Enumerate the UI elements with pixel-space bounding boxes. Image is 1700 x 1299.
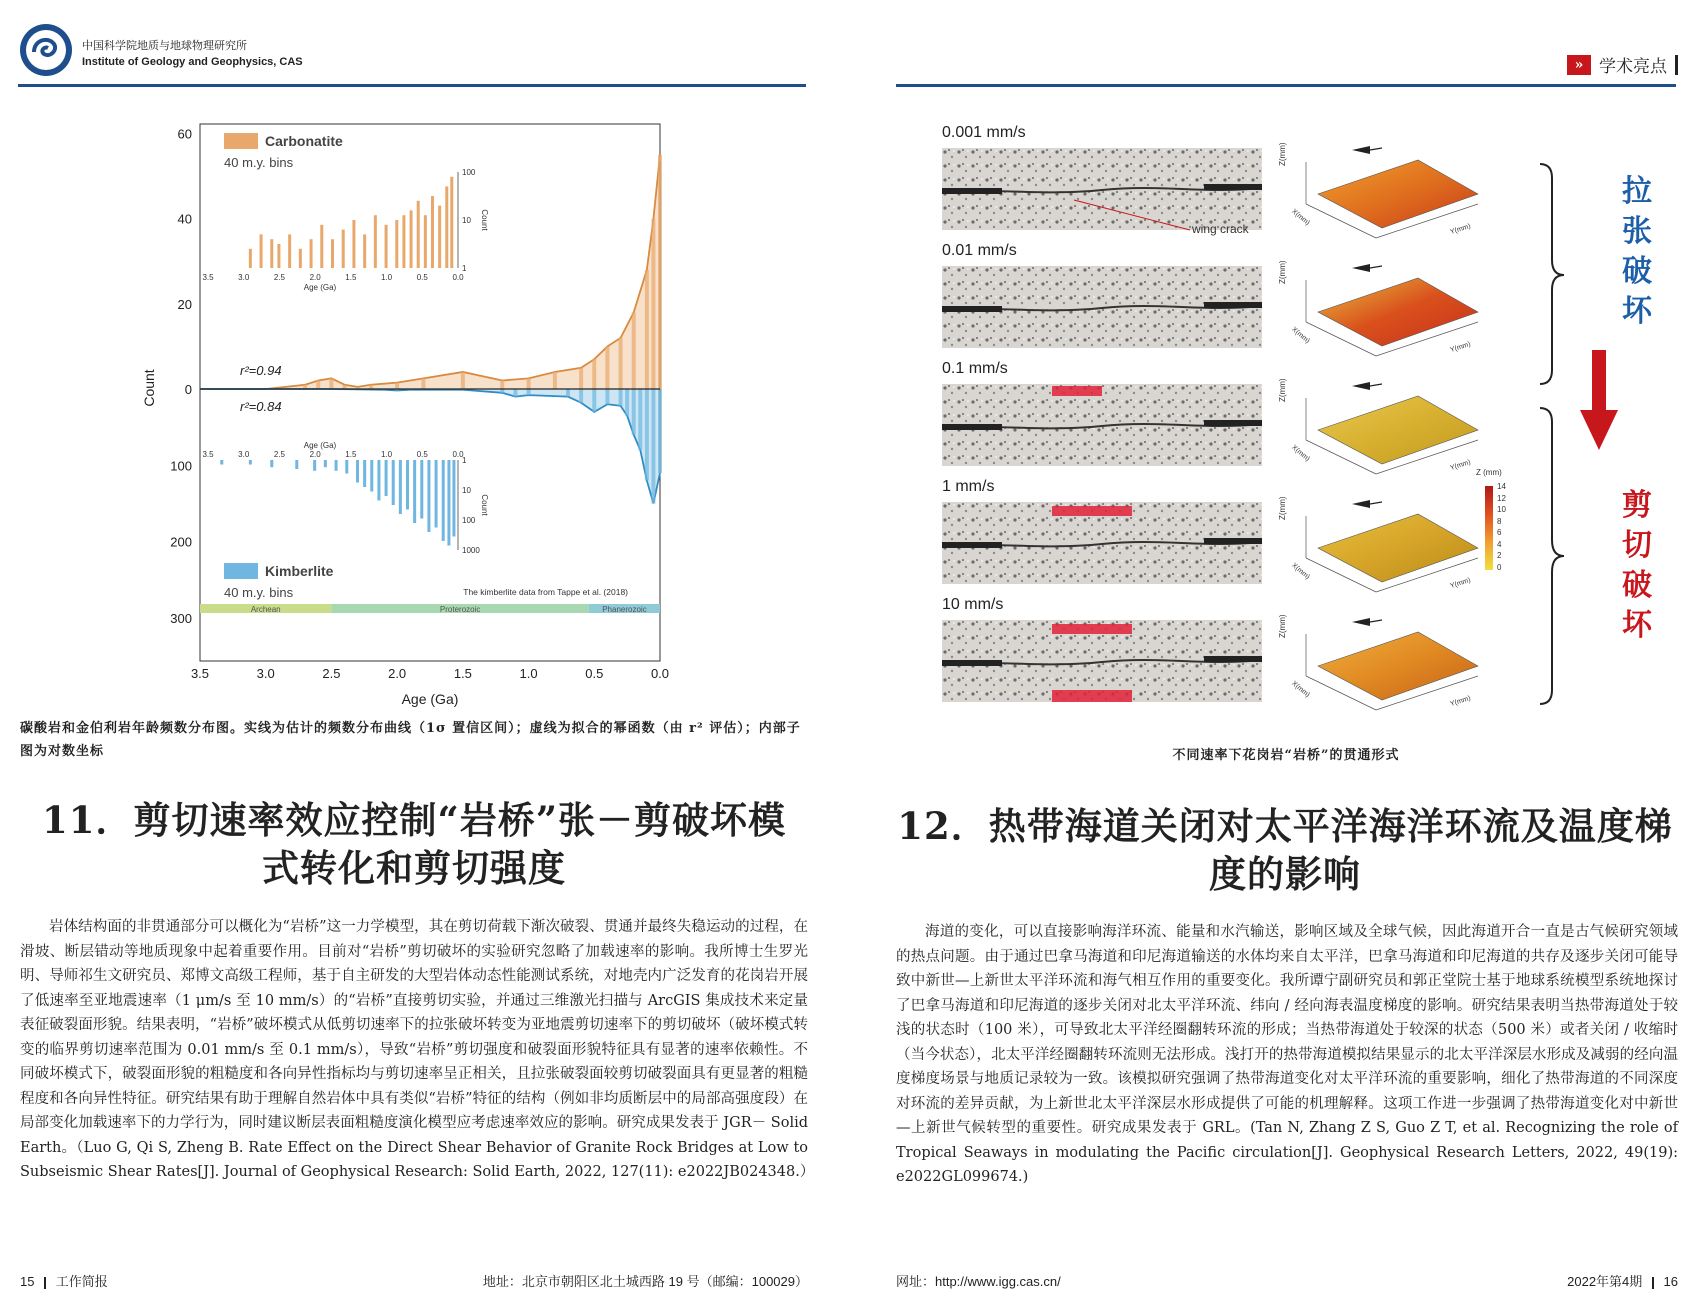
surface-z-axis-label: Z(mm)	[1278, 142, 1287, 166]
carbonatite-bin-bar	[316, 380, 320, 389]
colorbar-tick: 8	[1497, 516, 1502, 526]
carbonatite-bin-bar	[395, 383, 399, 389]
carbonatite-bin-bar	[619, 338, 623, 389]
inset-x-tick: 2.5	[273, 450, 285, 459]
inset-bar	[445, 186, 448, 268]
inset-y-label: Count	[480, 209, 489, 231]
y-tick-label: 300	[170, 610, 192, 626]
y-tick-label: 20	[177, 296, 192, 312]
era-label: Proterozoic	[439, 605, 481, 614]
cas-logo	[18, 22, 74, 78]
article-11-title	[14, 796, 814, 892]
kimberlite-bin-bar	[619, 389, 623, 406]
carbonatite-bin-bar	[645, 270, 649, 389]
article-11-body: 岩体结构面的非贯通部分可以概化为“岩桥”这一力学模型，其在剪切荷载下渐次破裂、贯通并最终失稳运动的过程，在滑坡、断层错动等地质现象中起着重要作用。目前对“岩桥”剪切破坏的实验研究忽略了加载速率的影响。我所博士生罗光明、导师祁生文研究员、郑博文高级工程师，基于自主研发的大型岩体动态性能测试系统，对地壳内广泛发育的花岗岩开展了低速率至亚地震速率（1 μm/s 至 10 mm/s）的“岩桥”直接剪切实验，并通过三维激光扫描与 ArcGIS 集成技术来定量表征破裂面形貌。结果表明，“岩桥”破坏模式从低剪切速率下的拉张破坏转变为亚地震剪切速率下的剪切破坏（破坏模式转变的临界剪切速率范围为 0.01 mm/s 至 0.1 mm/s），导致“岩桥”剪切强度和破裂面形貌特征具有显著的速率依赖性。不同破坏模式下，破裂面形貌的粗糙度和各向异性指标均与剪切速率呈正相关，且拉张破裂面较剪切破裂面具有更显著的粗糙程度和各向异性特征。研究结果有助于理解自然岩体中具有类似“岩桥”特征的结构（例如非均质断层中的局部高强度段）在局部变化加载速率下的力学行为，同时建议断层表面粗糙度演化模型应考虑速率效应的影响。研究成果发表于 JGR－ Solid Earth。（Luo G, Qi S, Zheng B. Rate Effect on the Direct Shear Behavior of Granite Rock Bridges at Low to Subseismic Shear Rates[J]. Journal of Geophysical Research: Solid Earth, 2022, 127(11): e2022JB024348.）	[20, 919, 815, 1180]
x-tick-label: 1.0	[519, 666, 538, 681]
inset-bar	[352, 220, 355, 268]
inset-bar	[392, 460, 395, 505]
carbonatite-bin-bar	[329, 378, 333, 389]
inset-x-tick: 3.5	[202, 450, 214, 459]
carbonatite-bin-bar	[658, 155, 662, 389]
inset-x-tick: 3.5	[202, 273, 214, 282]
kimberlite-bin-bar	[566, 389, 570, 397]
inset-bar	[374, 215, 377, 268]
surface-x-axis-label: X(mm)	[1290, 326, 1311, 345]
wing-crack-pointer	[1072, 196, 1192, 236]
inset-bar	[331, 239, 334, 268]
transition-arrow-icon	[1580, 410, 1618, 450]
mode-shear-label: 剪切破坏	[1622, 488, 1652, 643]
header-rule-right	[896, 84, 1676, 87]
shear-rate-label: 0.001 mm/s	[942, 124, 1026, 141]
footer-divider	[44, 1277, 46, 1289]
inset-bar	[450, 177, 453, 268]
transition-arrow-shaft	[1592, 350, 1606, 410]
carbonatite-r2: r²=0.94	[240, 363, 282, 378]
header-rule	[18, 84, 806, 87]
inset-bar	[335, 460, 338, 471]
surface-x-axis-label: X(mm)	[1290, 444, 1311, 463]
kimberlite-source-note: The kimberlite data from Tappe et al. (2018)	[463, 587, 628, 597]
geologic-eras-bar	[200, 604, 660, 614]
surface-x-axis-label: X(mm)	[1290, 562, 1311, 581]
carbonatite-bin-bar	[651, 219, 655, 389]
z-colorbar	[1485, 486, 1493, 570]
inset-bar	[417, 201, 420, 268]
inset-x-tick: 0.0	[452, 450, 464, 459]
y-tick-label: 200	[170, 534, 192, 550]
inset-bar	[249, 460, 252, 465]
right-page-number: 16	[1663, 1274, 1678, 1289]
surface-y-axis-label: Y(mm)	[1449, 222, 1472, 237]
y-axis-label: Count	[141, 369, 157, 407]
inset-x-tick: 1.5	[345, 273, 357, 282]
article-12-body: 海道的变化，可以直接影响海洋环流、能量和水汽输送，影响区域及全球气候，因此海道开合一直是古气候研究领域的热点问题。由于通过巴拿马海道和印尼海道输送的水体均来自太平洋，巴拿马海道和印尼海道的共存及逐步关闭可能导致中新世—上新世太平洋环流和海气相互作用的重要变化。我所谭宁副研究员和郭正堂院士基于地球系统模型系统地探讨了巴拿马海道和印尼海道的逐步关闭对北太平洋环流、纬向 / 经向海表温度梯度的影响。研究结果表明当热带海道处于较浅的状态时（100 米），可导致北太平洋经圈翻转环流的形成；当热带海道处于较深的状态（500 米）或者关闭 / 收缩时（当今状态），北太平洋经圈翻转环流则无法形成。浅打开的热带海道模拟结果显示的北太平洋深层水形成及减弱的经向温度梯度场景与地质记录较为一致。该模拟研究强调了热带海道变化对太平洋环流的重要影响，细化了热带海道的不同深度对环流的差异贡献，为上新世北太平洋深层水形成提供了可能的机理解释。这项工作进一步强调了热带海道变化对中新世—上新世气候转型的重要性。研究成果发表于 GRL。(Tan N, Zhang Z S, Guo Z T, et al. Recognizing the role of Tropical Seaways in modulating the Pacific circulation[J]. Geophysical Research Letters, 2022, 49(19): e2022GL099674.)	[896, 924, 1678, 1185]
article-11-title-line2: 式转化和剪切强度	[262, 846, 566, 890]
kimberlite-bin-bar	[632, 389, 636, 435]
carbonatite-bin-note: 40 m.y. bins	[224, 155, 294, 170]
x-tick-label: 3.5	[190, 666, 210, 681]
fracture-surface-3d-plot	[1278, 378, 1508, 490]
inset-x-tick: 0.0	[452, 273, 464, 282]
inset-y-tick: 10	[462, 486, 471, 495]
carbonatite-bin-bar	[461, 372, 465, 389]
carbonatite-bin-bar	[421, 378, 425, 389]
carbonatite-bin-bar	[369, 385, 373, 389]
right-footer-issue	[1567, 1271, 1678, 1290]
inset-bar	[442, 460, 445, 541]
kimberlite-r2: r²=0.84	[240, 399, 282, 414]
inset-y-tick: 1	[462, 456, 467, 465]
kimberlite-bin-bar	[625, 389, 629, 416]
carbonatite-bin-bar	[632, 312, 636, 389]
x-tick-label: 1.5	[453, 666, 472, 681]
double-chevron-icon: »	[1567, 55, 1591, 75]
kimberlite-legend-label: Kimberlite	[265, 563, 334, 579]
carbonatite-bin-bar	[527, 378, 531, 389]
article-11-title-line1: 11．剪切速率效应控制“岩桥”张－剪破坏模	[41, 798, 787, 842]
inset-bar	[260, 234, 263, 268]
inset-x-tick: 3.0	[238, 273, 250, 282]
institute-name	[82, 38, 303, 70]
inset-bar	[424, 215, 427, 268]
inset-x-tick: 0.5	[416, 450, 428, 459]
section-tag	[1567, 52, 1678, 77]
colorbar-tick: 6	[1497, 528, 1502, 537]
colorbar-tick: 4	[1497, 539, 1502, 549]
inset-bar	[447, 460, 450, 546]
surface-x-axis-label: X(mm)	[1290, 208, 1311, 227]
kimberlite-bin-note: 40 m.y. bins	[224, 585, 294, 600]
inset-bar	[420, 460, 423, 519]
left-footer-title: 工作简报	[55, 1274, 108, 1289]
inset-x-label: Age (Ga)	[303, 283, 337, 292]
carbonatite-bin-bar	[605, 346, 609, 389]
inset-bar	[313, 460, 316, 471]
inset-x-tick: 1.0	[381, 450, 393, 459]
inset-bar	[299, 249, 302, 268]
inset-x-label: Age (Ga)	[303, 441, 337, 450]
inset-x-tick: 2.0	[309, 273, 321, 282]
kimberlite-bin-bar	[638, 389, 642, 450]
x-tick-label: 2.5	[322, 666, 341, 681]
carbonatite-bin-bar	[579, 368, 583, 389]
x-axis-label: Age (Ga)	[401, 691, 459, 707]
left-footer-page	[20, 1271, 108, 1290]
institute-en: Institute of Geology and Geophysics, CAS	[82, 56, 303, 68]
inset-y-tick: 100	[462, 168, 476, 177]
inset-bar	[363, 234, 366, 268]
surface-y-axis-label: Y(mm)	[1449, 576, 1472, 591]
inset-x-tick: 2.0	[309, 450, 321, 459]
inset-y-label: Count	[480, 494, 489, 516]
inset-y-tick: 1000	[462, 546, 480, 555]
section-tag-bar	[1675, 55, 1678, 75]
section-tag-label: 学术亮点	[1599, 57, 1667, 77]
x-tick-label: 3.0	[256, 666, 275, 681]
age-frequency-chart	[140, 118, 670, 708]
granite-specimen-photo	[942, 266, 1262, 348]
surface-y-axis-label: Y(mm)	[1449, 694, 1472, 709]
carbonatite-bin-bar	[592, 359, 596, 389]
inset-x-tick: 1.5	[345, 450, 357, 459]
inset-bar	[435, 460, 438, 528]
colorbar-tick: 12	[1497, 493, 1506, 503]
kimberlite-bin-bar	[527, 389, 531, 395]
shear-rate-label: 0.01 mm/s	[942, 242, 1017, 259]
inset-bar	[324, 460, 327, 467]
mode-tension-label: 拉张破坏	[1622, 174, 1652, 329]
institute-cn: 中国科学院地质与地球物理研究所	[82, 40, 247, 52]
era-label: Archean	[250, 605, 281, 614]
inset-y-tick: 100	[462, 516, 476, 525]
inset-bar	[270, 460, 273, 467]
inset-bar	[356, 460, 359, 483]
inset-bar	[342, 230, 345, 268]
inset-bar	[385, 225, 388, 268]
article-12-title	[880, 802, 1690, 898]
kimberlite-bin-bar	[605, 389, 609, 404]
inset-bar	[295, 460, 298, 469]
left-figure-caption: 碳酸岩和金伯利岩年龄频数分布图。实线为估计的频数分布曲线（1σ 置信区间）；虚线为拟合的幂函数（由 r² 评估）；内部子图为对数坐标	[20, 721, 801, 759]
inset-bar	[363, 460, 366, 487]
inset-bar	[220, 460, 223, 465]
inset-bar	[345, 460, 348, 474]
right-figure-caption: 不同速率下花岗岩“岩桥”的贯通形式	[1172, 748, 1400, 763]
right-footer-url: 网址：http://www.igg.cas.cn/	[896, 1274, 1061, 1289]
inset-bar	[427, 460, 430, 532]
inset-x-tick: 3.0	[238, 450, 250, 459]
inset-y-tick: 10	[462, 216, 471, 225]
surface-z-axis-label: Z(mm)	[1278, 378, 1287, 402]
inset-bar	[402, 215, 405, 268]
surface-z-axis-label: Z(mm)	[1278, 260, 1287, 284]
article-12-title-line2: 度的影响	[1209, 852, 1361, 896]
inset-bar	[410, 210, 413, 268]
kimberlite-bin-bar	[651, 389, 655, 503]
inset-bar	[406, 460, 409, 510]
granite-specimen-photo	[942, 384, 1262, 466]
carbonatite-legend-label: Carbonatite	[265, 133, 343, 149]
colorbar-tick: 10	[1497, 505, 1506, 514]
era-label: Phanerozoic	[602, 605, 647, 614]
kimberlite-bin-bar	[513, 389, 517, 397]
kimberlite-bin-bar	[658, 389, 662, 473]
surface-y-axis-label: Y(mm)	[1449, 458, 1472, 473]
shear-rate-label: 0.1 mm/s	[942, 360, 1008, 377]
inset-bar	[249, 249, 252, 268]
footer-divider-right	[1652, 1277, 1654, 1289]
inset-x-tick: 0.5	[416, 273, 428, 282]
kimberlite-bin-bar	[579, 389, 583, 403]
fracture-surface-3d-plot	[1278, 614, 1508, 726]
colorbar-tick: 0	[1497, 562, 1502, 572]
inset-bar	[277, 244, 280, 268]
x-tick-label: 2.0	[388, 666, 407, 681]
article-12-title-line1: 12．热带海道关闭对太平洋海洋环流及温度梯	[897, 804, 1673, 848]
inset-x-tick: 2.5	[273, 273, 285, 282]
y-tick-label: 60	[177, 126, 192, 142]
y-tick-label: 0	[184, 382, 192, 397]
colorbar-tick: 2	[1497, 551, 1502, 560]
x-tick-label: 0.0	[650, 666, 670, 681]
wing-crack-label: wing crack	[1192, 222, 1249, 236]
kimberlite-legend-swatch	[224, 563, 258, 579]
kimberlite-bin-bar	[592, 389, 596, 412]
inset-bar	[431, 196, 434, 268]
y-tick-label: 40	[177, 211, 192, 227]
kimberlite-bin-bar	[645, 389, 649, 481]
carbonatite-bin-bar	[500, 380, 504, 389]
carbonatite-bin-bar	[553, 372, 557, 389]
surface-z-axis-label: Z(mm)	[1278, 614, 1287, 638]
left-footer-address: 地址：北京市朝阳区北土城西路 19 号（邮编：100029）	[482, 1274, 808, 1289]
shear-rate-label: 1 mm/s	[942, 478, 995, 495]
inset-bar	[399, 460, 402, 514]
right-footer-issue-label: 2022年第4期	[1567, 1274, 1643, 1289]
inset-bar	[413, 460, 416, 523]
inset-bar	[270, 239, 273, 268]
granite-specimen-photo	[942, 502, 1262, 584]
x-tick-label: 0.5	[585, 666, 604, 681]
surface-y-axis-label: Y(mm)	[1449, 340, 1472, 355]
inset-x-tick: 1.0	[381, 273, 393, 282]
inset-y-tick: 1	[462, 264, 467, 273]
shear-rate-label: 10 mm/s	[942, 596, 1004, 613]
inset-bar	[320, 225, 323, 268]
inset-bar	[452, 460, 455, 537]
fracture-surface-3d-plot	[1278, 142, 1508, 254]
inset-bar	[288, 234, 291, 268]
right-page	[850, 0, 1700, 1299]
inset-bar	[438, 206, 441, 268]
left-page-number: 15	[20, 1274, 35, 1289]
fracture-surface-3d-plot	[1278, 493, 1508, 608]
granite-specimen-photo	[942, 620, 1262, 702]
fracture-surface-3d-plot	[1278, 260, 1508, 372]
surface-x-axis-label: X(mm)	[1290, 680, 1311, 699]
inset-bar	[377, 460, 380, 501]
colorbar-label: Z (mm)	[1476, 468, 1502, 477]
surface-z-axis-label: Z(mm)	[1278, 496, 1287, 520]
inset-bar	[370, 460, 373, 492]
inset-bar	[385, 460, 388, 496]
inset-bar	[395, 220, 398, 268]
carbonatite-legend-swatch	[224, 133, 258, 149]
inset-bar	[310, 239, 313, 268]
y-tick-label: 100	[170, 458, 192, 474]
colorbar-tick: 14	[1497, 482, 1506, 491]
